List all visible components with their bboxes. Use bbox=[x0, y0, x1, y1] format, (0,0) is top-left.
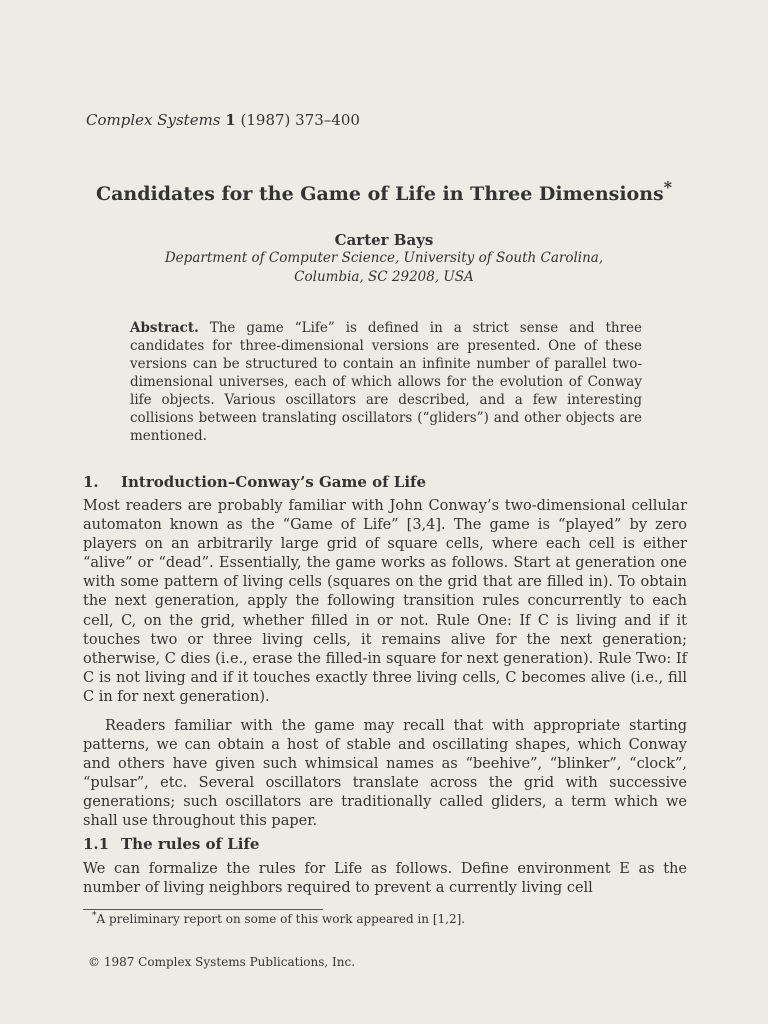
subsection-heading-1-1 bbox=[83, 835, 259, 853]
subsection-number: 1.1 bbox=[83, 835, 110, 853]
subsection-1-1-paragraph: We can formalize the rules for Life as follows. Define environment E as the number of living neighbors required to prevent a currently living cell bbox=[83, 861, 687, 897]
section-1-paragraph-1: Most readers are probably familiar with John Conway’s two-dimensional cellular automaton known as the “Game of Life” [3,4]. The game is “played” by zero players on an arbitrarily large grid of square cells, where each cell is either “alive” or “dead”. Essentially, the game works as follows. Start at generation one with some pattern of living cells (squares on the grid that are filled in). To obtain the next generation, apply the following transition rules concurrently to each cell, C, on the grid, whether filled in or not. Rule One: If C is living and if it touches two or three living cells, it remains alive for the next generation; otherwise, C dies (i.e., erase the filled-in square for next generation). Rule Two: If C is not living and if it touches exactly three living cells, C becomes alive (i.e., fill C in for next generation). bbox=[83, 498, 687, 705]
copyright-notice: © 1987 Complex Systems Publications, Inc. bbox=[88, 955, 356, 969]
author-name: Carter Bays bbox=[334, 231, 434, 249]
article-title-text: Candidates for the Game of Life in Three Dimensions bbox=[95, 183, 664, 205]
journal-citation bbox=[86, 111, 360, 129]
abstract-text: The game “Life” is defined in a strict sense and three candidates for three-dimensional versions are presented. One of these versions can be structured to contain an infinite number of parallel two-dimensional universes, each of which allows for the evolution of Conway life objects. Various oscillators are described, and a few interesting collisions between translating oscillators (“gliders”) and other objects are mentioned. bbox=[130, 320, 643, 444]
article-title bbox=[0, 177, 768, 205]
footnote-divider bbox=[83, 909, 323, 910]
footnote-text: A preliminary report on some of this work appeared in [1,2]. bbox=[96, 912, 466, 926]
section-1-paragraph-2: Readers familiar with the game may recall that with appropriate starting patterns, we can obtain a host of stable and oscillating shapes, which Conway and others have given such whimsical names as “beehive”, “blinker”, “clock”, “pulsar”, etc. Several oscillators translate across the grid with successive generations; such oscillators are traditionally called gliders, a term which we shall use throughout this paper. bbox=[83, 718, 687, 830]
journal-name: Complex Systems bbox=[86, 111, 221, 129]
author-affiliation bbox=[0, 249, 768, 287]
journal-volume: 1 bbox=[225, 111, 236, 129]
section-heading-1 bbox=[83, 473, 426, 491]
affiliation-line-2: Columbia, SC 29208, USA bbox=[294, 269, 474, 285]
title-footnote-mark: * bbox=[663, 177, 673, 197]
section-number: 1. bbox=[83, 473, 99, 491]
abstract bbox=[130, 319, 642, 445]
abstract-label: Abstract. bbox=[130, 320, 199, 336]
footnote-mark: * bbox=[92, 911, 97, 921]
section-title: Introduction–Conway’s Game of Life bbox=[121, 473, 427, 491]
subsection-title: The rules of Life bbox=[121, 835, 260, 853]
journal-year-pages: (1987) 373–400 bbox=[240, 111, 360, 129]
affiliation-line-1: Department of Computer Science, University of South Carolina, bbox=[164, 250, 604, 266]
footnote bbox=[92, 912, 465, 926]
